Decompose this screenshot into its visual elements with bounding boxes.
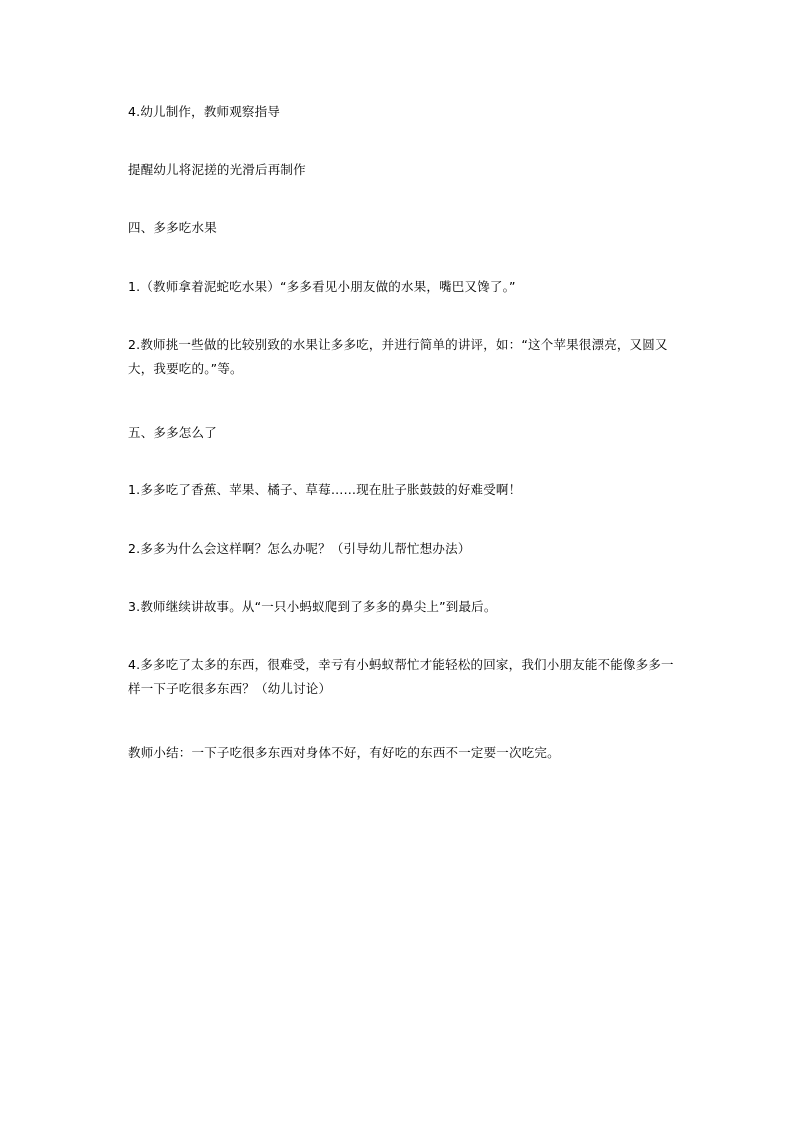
paragraph-what-happened-4: 4.多多吃了太多的东西，很难受，幸亏有小蚂蚁帮忙才能轻松的回家，我们小朋友能不能像多多一样一下子吃很多东西？（幼儿讨论） bbox=[128, 657, 674, 696]
paragraph-eat-fruit-2: 2.教师挑一些做的比较别致的水果让多多吃，并进行简单的讲评，如：“这个苹果很漂亮，又圆又大，我要吃的。”等。 bbox=[128, 337, 668, 376]
section-heading-what-happened: 五、多多怎么了 bbox=[128, 425, 217, 440]
paragraph-teacher-summary: 教师小结：一下子吃很多东西对身体不好，有好吃的东西不一定要一次吃完。 bbox=[128, 745, 560, 760]
paragraph-what-happened-2: 2.多多为什么会这样啊？怎么办呢？（引导幼儿帮忙想办法） bbox=[128, 541, 471, 556]
paragraph-reminder: 提醒幼儿将泥搓的光滑后再制作 bbox=[128, 162, 306, 177]
paragraph-eat-fruit-1: 1.（教师拿着泥蛇吃水果）“多多看见小朋友做的水果，嘴巴又馋了。” bbox=[128, 279, 516, 294]
paragraph-what-happened-3: 3.教师继续讲故事。从“一只小蚂蚁爬到了多多的鼻尖上”到最后。 bbox=[128, 599, 497, 614]
section-heading-eat-fruit: 四、多多吃水果 bbox=[128, 220, 217, 235]
paragraph-what-happened-1: 1.多多吃了香蕉、苹果、橘子、草莓……现在肚子胀鼓鼓的好难受啊！ bbox=[128, 482, 522, 497]
paragraph-step-4-make: 4.幼儿制作，教师观察指导 bbox=[128, 104, 281, 119]
